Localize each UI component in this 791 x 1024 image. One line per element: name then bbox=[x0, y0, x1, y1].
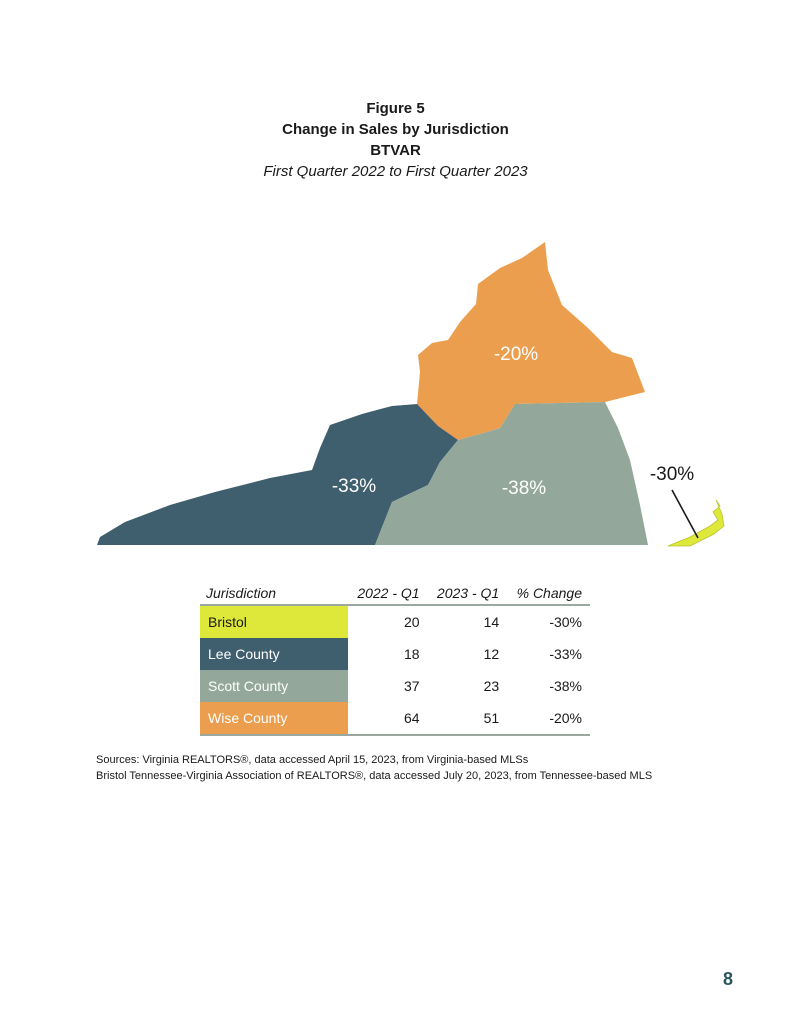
table-row bbox=[200, 702, 590, 735]
map-label-lee-county: -33% bbox=[331, 476, 377, 497]
row-jurisdiction: Wise County bbox=[200, 702, 348, 735]
row-change: -20% bbox=[507, 702, 590, 735]
table-row bbox=[200, 605, 590, 638]
row-2023-q1: 12 bbox=[483, 646, 500, 662]
map-label-wise-county: -20% bbox=[493, 344, 539, 365]
jurisdiction-map bbox=[0, 230, 791, 560]
sales-change-table bbox=[200, 582, 590, 736]
col-header-2022-q1: 2022 - Q1 bbox=[348, 582, 428, 605]
page-number: 8 bbox=[722, 969, 733, 989]
row-2023-q1: 23 bbox=[483, 678, 500, 694]
row-2022-q1: 37 bbox=[404, 678, 420, 694]
row-2022-q1: 64 bbox=[348, 702, 428, 735]
source-line-1: Sources: Virginia REALTORS®, data accessed April 15, 2023, from Virginia-based MLSs bbox=[96, 754, 529, 766]
row-2023-q1: 14 bbox=[483, 614, 500, 630]
figure-number: Figure 5 bbox=[366, 100, 425, 117]
col-header-change: % Change bbox=[507, 582, 590, 605]
col-header-jurisdiction: Jurisdiction bbox=[200, 582, 348, 605]
row-2023-q1: 51 bbox=[428, 702, 508, 735]
table-header-row bbox=[200, 582, 590, 605]
row-jurisdiction: Lee County bbox=[200, 638, 348, 670]
row-2022-q1: 18 bbox=[404, 646, 420, 662]
map-region-bristol bbox=[668, 500, 724, 546]
figure-subtitle: BTVAR bbox=[370, 142, 421, 159]
row-jurisdiction: Bristol bbox=[200, 605, 348, 638]
table-row bbox=[200, 670, 590, 702]
row-jurisdiction: Scott County bbox=[200, 670, 348, 702]
row-2022-q1: 20 bbox=[404, 614, 420, 630]
source-line-2: Bristol Tennessee-Virginia Association of REALTORS®, data accessed July 20, 2023, from Tennessee-based MLS bbox=[96, 770, 653, 782]
bristol-callout-line bbox=[672, 490, 698, 538]
row-change: -38% bbox=[549, 678, 582, 694]
figure-period: First Quarter 2022 to First Quarter 2023 bbox=[263, 163, 528, 180]
map-label-bristol: -30% bbox=[649, 464, 695, 485]
col-header-2023-q1: 2023 - Q1 bbox=[428, 582, 508, 605]
map-label-scott-county: -38% bbox=[501, 478, 547, 499]
figure-header bbox=[0, 98, 791, 182]
figure-title: Change in Sales by Jurisdiction bbox=[282, 121, 509, 138]
sources-note bbox=[96, 752, 652, 784]
row-change: -33% bbox=[549, 646, 582, 662]
row-change: -30% bbox=[549, 614, 582, 630]
table-row bbox=[200, 638, 590, 670]
